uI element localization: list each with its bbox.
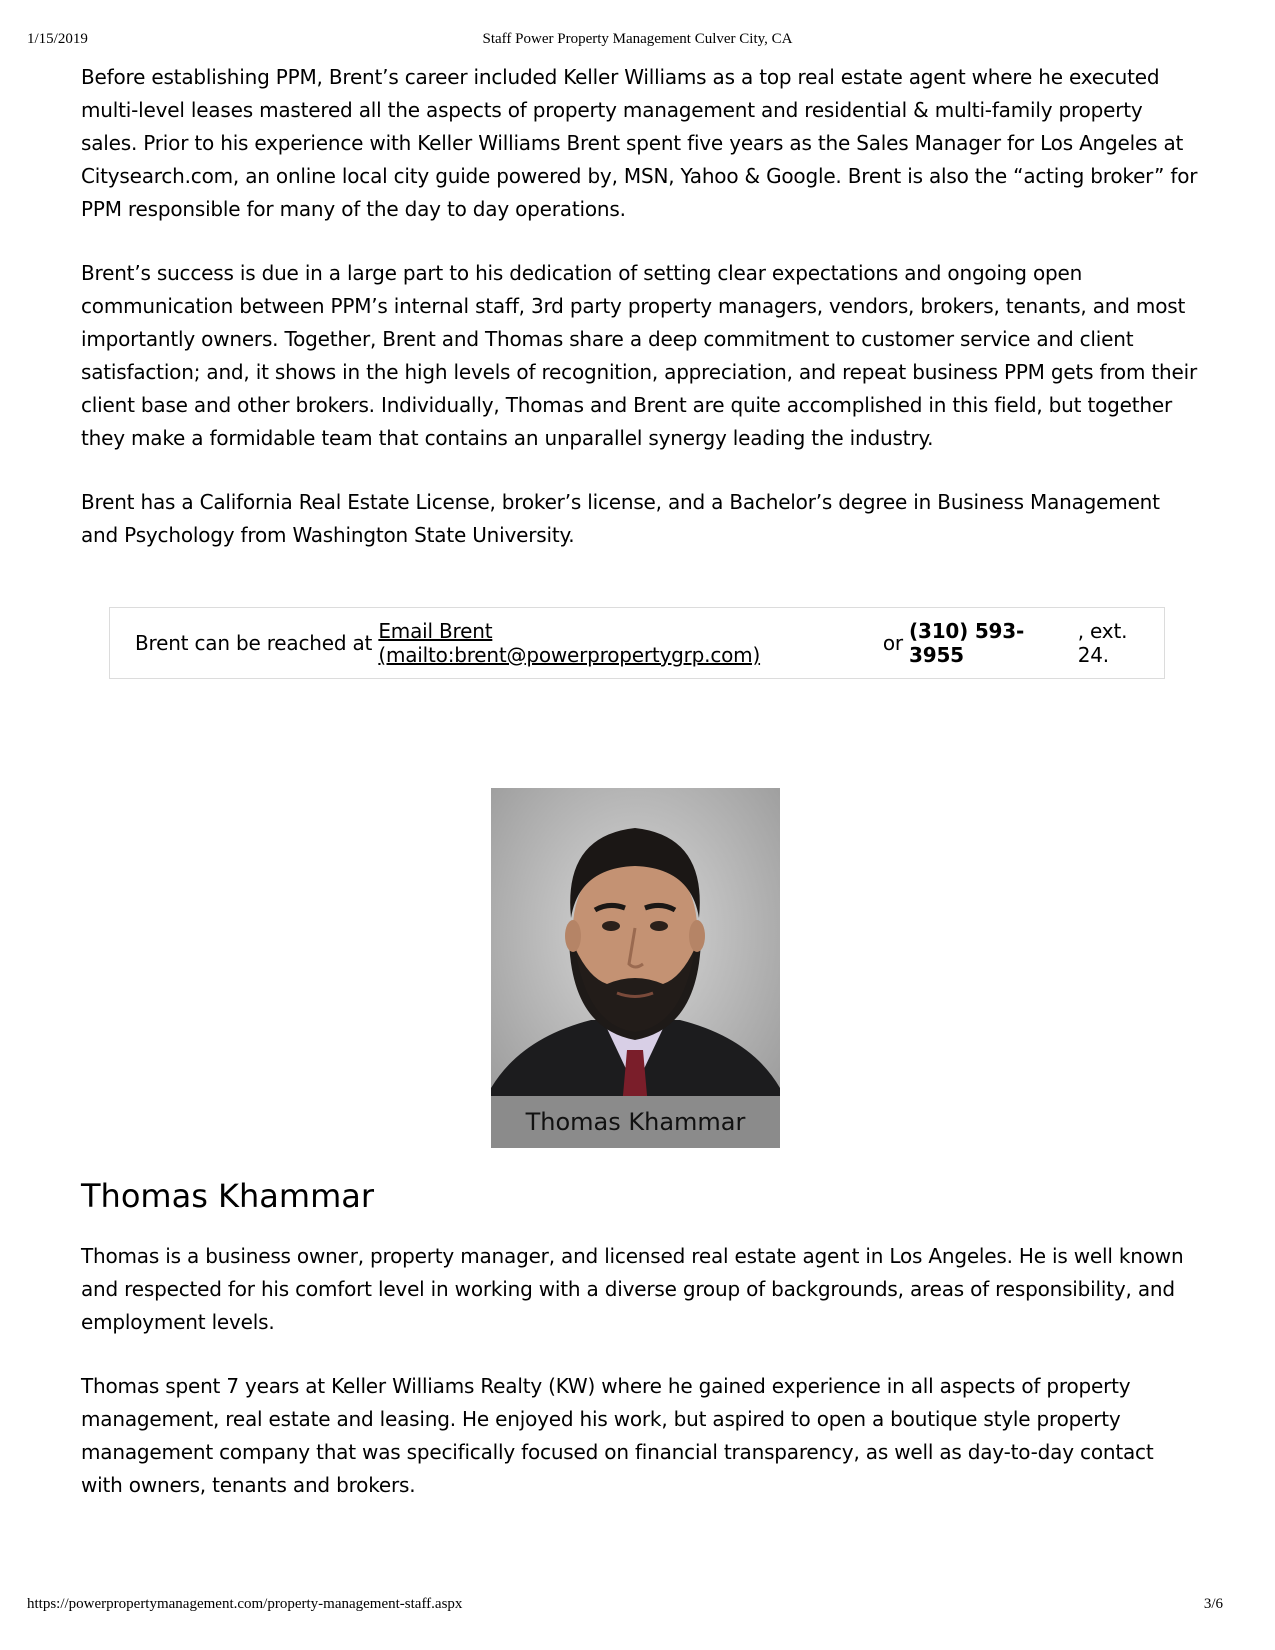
thomas-portrait-image bbox=[491, 788, 780, 1148]
brent-bio-paragraph: Before establishing PPM, Brent’s career included Keller Williams as a top real estate agent where he executed multi-level leases mastered all the aspects of property management and residential & multi-family property sales. Prior to his experience with Keller Williams Brent spent five years as the Sales Manager for Los Angeles at Citysearch.com, an online local city guide powered by, MSN, Yahoo & Google. Brent is also the “acting broker” for PPM responsible for many of the day to day operations. bbox=[81, 65, 1198, 221]
brent-contact-box bbox=[109, 607, 1165, 679]
thomas-photo-card bbox=[491, 788, 780, 1148]
contact-suffix: , ext. 24. bbox=[1077, 619, 1128, 667]
brent-bio-paragraph: Brent’s success is due in a large part to his dedication of setting clear expectations and ongoing open communication between PPM’s internal staff, 3rd party property managers, vendors, brokers, tenants, and most importantly owners. Together, Brent and Thomas share a deep commitment to customer service and client satisfaction; and, it shows in the high levels of recognition, appreciation, and repeat business PPM gets from their client base and other brokers. Individually, Thomas and Brent are quite accomplished in this field, but together they make a formidable team that contains an unparallel synergy leading the industry. bbox=[81, 261, 1198, 450]
print-date: 1/15/2019 bbox=[27, 31, 88, 47]
print-page-number: 3/6 bbox=[1203, 1596, 1223, 1612]
print-footer bbox=[0, 1596, 1275, 1616]
email-brent-link[interactable]: Email Brent (mailto:brent@powerpropertygrp.com) bbox=[378, 619, 761, 667]
print-url: https://powerpropertymanagement.com/property-management-staff.aspx bbox=[27, 1596, 463, 1612]
photo-caption: Thomas Khammar bbox=[491, 1096, 780, 1148]
thomas-bio-paragraph: Thomas is a business owner, property manager, and licensed real estate agent in Los Angeles. He is well known and respected for his comfort level in working with a diverse group of backgrounds, areas of responsibility, and employment levels. bbox=[81, 1244, 1184, 1334]
thomas-bio bbox=[81, 1240, 1201, 1533]
brent-phone: (310) 593-3955 bbox=[909, 619, 1025, 667]
contact-middle: or bbox=[876, 631, 910, 655]
brent-bio bbox=[81, 61, 1201, 583]
brent-bio-paragraph: Brent has a California Real Estate License, broker’s license, and a Bachelor’s degree in Business Management and Psychology from Washington State University. bbox=[81, 490, 1160, 547]
contact-prefix: Brent can be reached at bbox=[135, 631, 379, 655]
print-page-title: Staff Power Property Management Culver City, CA bbox=[482, 31, 793, 47]
thomas-name-heading: Thomas Khammar bbox=[81, 1177, 375, 1215]
print-header bbox=[0, 31, 1275, 51]
thomas-bio-paragraph: Thomas spent 7 years at Keller Williams Realty (KW) where he gained experience in all aspects of property management, real estate and leasing. He enjoyed his work, but aspired to open a boutique style property management company that was specifically focused on financial transparency, as well as day-to-day contact with owners, tenants and brokers. bbox=[81, 1374, 1154, 1497]
